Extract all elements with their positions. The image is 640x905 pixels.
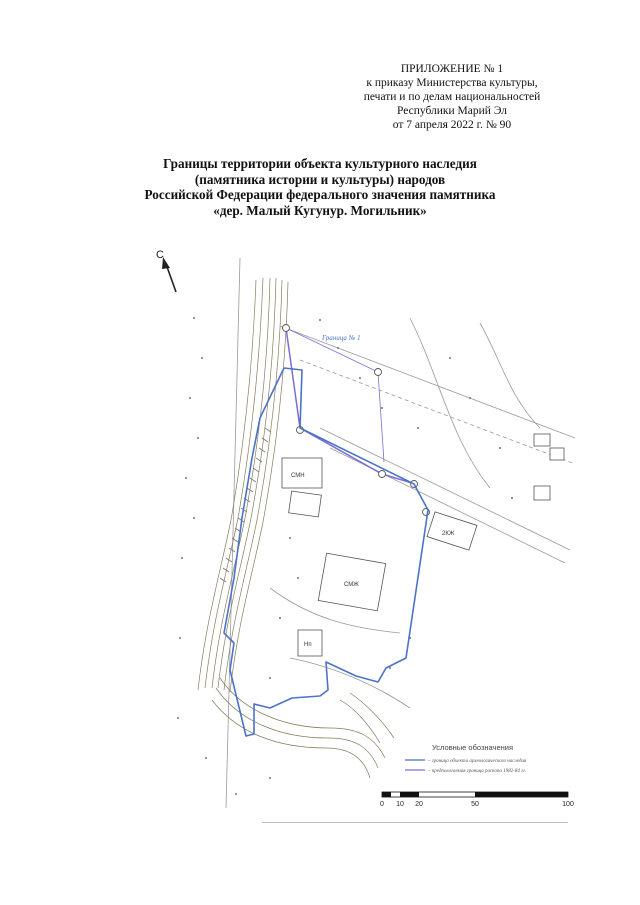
heritage-boundary-line: [224, 368, 428, 736]
scale-tick: 0: [380, 801, 384, 808]
annex-block: [332, 62, 572, 132]
north-arrow-icon: [156, 249, 176, 292]
annex-line: Республики Марий Эл: [396, 105, 507, 117]
building-aux: [289, 491, 322, 517]
building-small-1: [534, 434, 550, 446]
title-line: «дер. Малый Кугунур. Могильник»: [213, 202, 427, 218]
bottom-rule: [262, 822, 568, 823]
annex-line: от 7 апреля 2022 г. № 90: [392, 119, 512, 131]
legend-title: Условные обозначения: [432, 743, 514, 752]
scale-tick: 20: [415, 801, 423, 808]
site-plan-map: [150, 238, 580, 808]
building-label-np: Нп: [304, 642, 312, 648]
map-legend: [405, 743, 527, 774]
title-line: Границы территории объекта культурного наследия: [163, 156, 477, 171]
annex-line: печати и по делам национальностей: [363, 91, 541, 103]
building-small-3: [534, 486, 550, 500]
building-small-2: [550, 448, 564, 460]
legend-item: – граница объекта археологического наследия: [428, 759, 527, 764]
building-label-smn: СМН: [291, 473, 305, 479]
slope-hatch: [220, 428, 271, 582]
building-label-2kzh: 2КЖ: [442, 531, 455, 537]
site-plan-svg: [150, 238, 580, 808]
scale-tick: 10: [396, 801, 404, 808]
boundary-label: Граница № 1: [322, 334, 361, 342]
contour-lines: [198, 278, 394, 778]
road-lines: [226, 258, 575, 808]
annex-line: к приказу Министерства культуры,: [366, 77, 538, 89]
scale-tick: 100: [562, 801, 574, 808]
building-label-smzh: СМЖ: [344, 582, 359, 588]
title-line: Российской Федерации федерального значения памятника: [144, 187, 496, 202]
scale-tick: 50: [471, 801, 479, 808]
annex-line: ПРИЛОЖЕНИЕ № 1: [400, 63, 504, 75]
document-title: [60, 156, 580, 218]
north-label: С: [156, 249, 164, 261]
title-line: (памятника истории и культуры) народов: [194, 171, 446, 187]
legend-item: – предполагаемая граница раскопа 1982-84 гг.: [428, 769, 527, 774]
scale-bar: [380, 792, 574, 808]
